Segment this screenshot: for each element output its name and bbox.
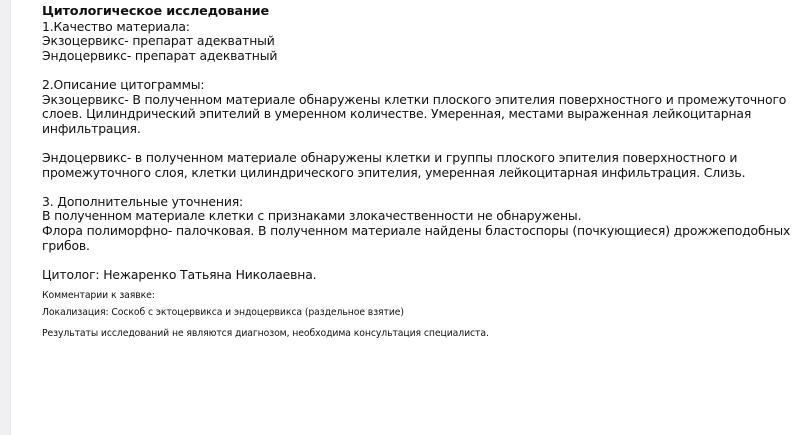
quality-endocervix: Эндоцервикс- препарат адекватный [42, 47, 278, 63]
order-comments [42, 290, 792, 319]
comments-localization: Локализация: Соскоб с эктоцервикса и эндоцервикса (раздельное взятие) [42, 307, 404, 319]
quality-exocervix: Экзоцервикс- препарат адекватный [42, 33, 275, 49]
section-quality-heading: 1.Качество материала: [42, 18, 190, 34]
spacer [42, 63, 792, 78]
cytogram-endocervix: Эндоцервикс- в полученном материале обнаружены клетки и группы плоского эпителия поверхностного и промежуточного слоя, клетки цилиндрического эпителия, умеренная лейкоцитарная инфильтрация. Слизь. [42, 149, 746, 180]
spacer [42, 180, 792, 195]
notes-flora: Флора полиморфно- палочковая. В полученном материале найдены бластоспоры (почкующиеся) дрожжеподобных грибов. [42, 222, 791, 253]
comments-label: Комментарии к заявке: [42, 290, 155, 302]
section-cytogram-heading: 2.Описание цитограммы: [42, 76, 205, 92]
cytologist-signature: Цитолог: Нежаренко Татьяна Николаевна. [42, 266, 317, 282]
report-title: Цитологическое исследование [42, 4, 270, 19]
cytology-report [42, 5, 792, 340]
left-sidebar-edge [0, 0, 11, 435]
spacer [42, 136, 792, 151]
report-body [42, 5, 792, 282]
section-notes-heading: 3. Дополнительные уточнения: [42, 193, 244, 209]
notes-malignancy: В полученном материале клетки с признаками злокачественности не обнаружены. [42, 208, 582, 224]
disclaimer [42, 328, 792, 340]
disclaimer-text: Результаты исследований не являются диагнозом, необходима консультация специалиста. [42, 328, 489, 340]
spacer [42, 253, 792, 268]
cytogram-exocervix: Экзоцервикс- В полученном материале обнаружены клетки плоского эпителия поверхностного и промежуточного слоев. Цилиндрический эпителий в умеренном количестве. Умеренная, местами выраженная лейкоцитарная инфильтрация. [42, 91, 787, 136]
